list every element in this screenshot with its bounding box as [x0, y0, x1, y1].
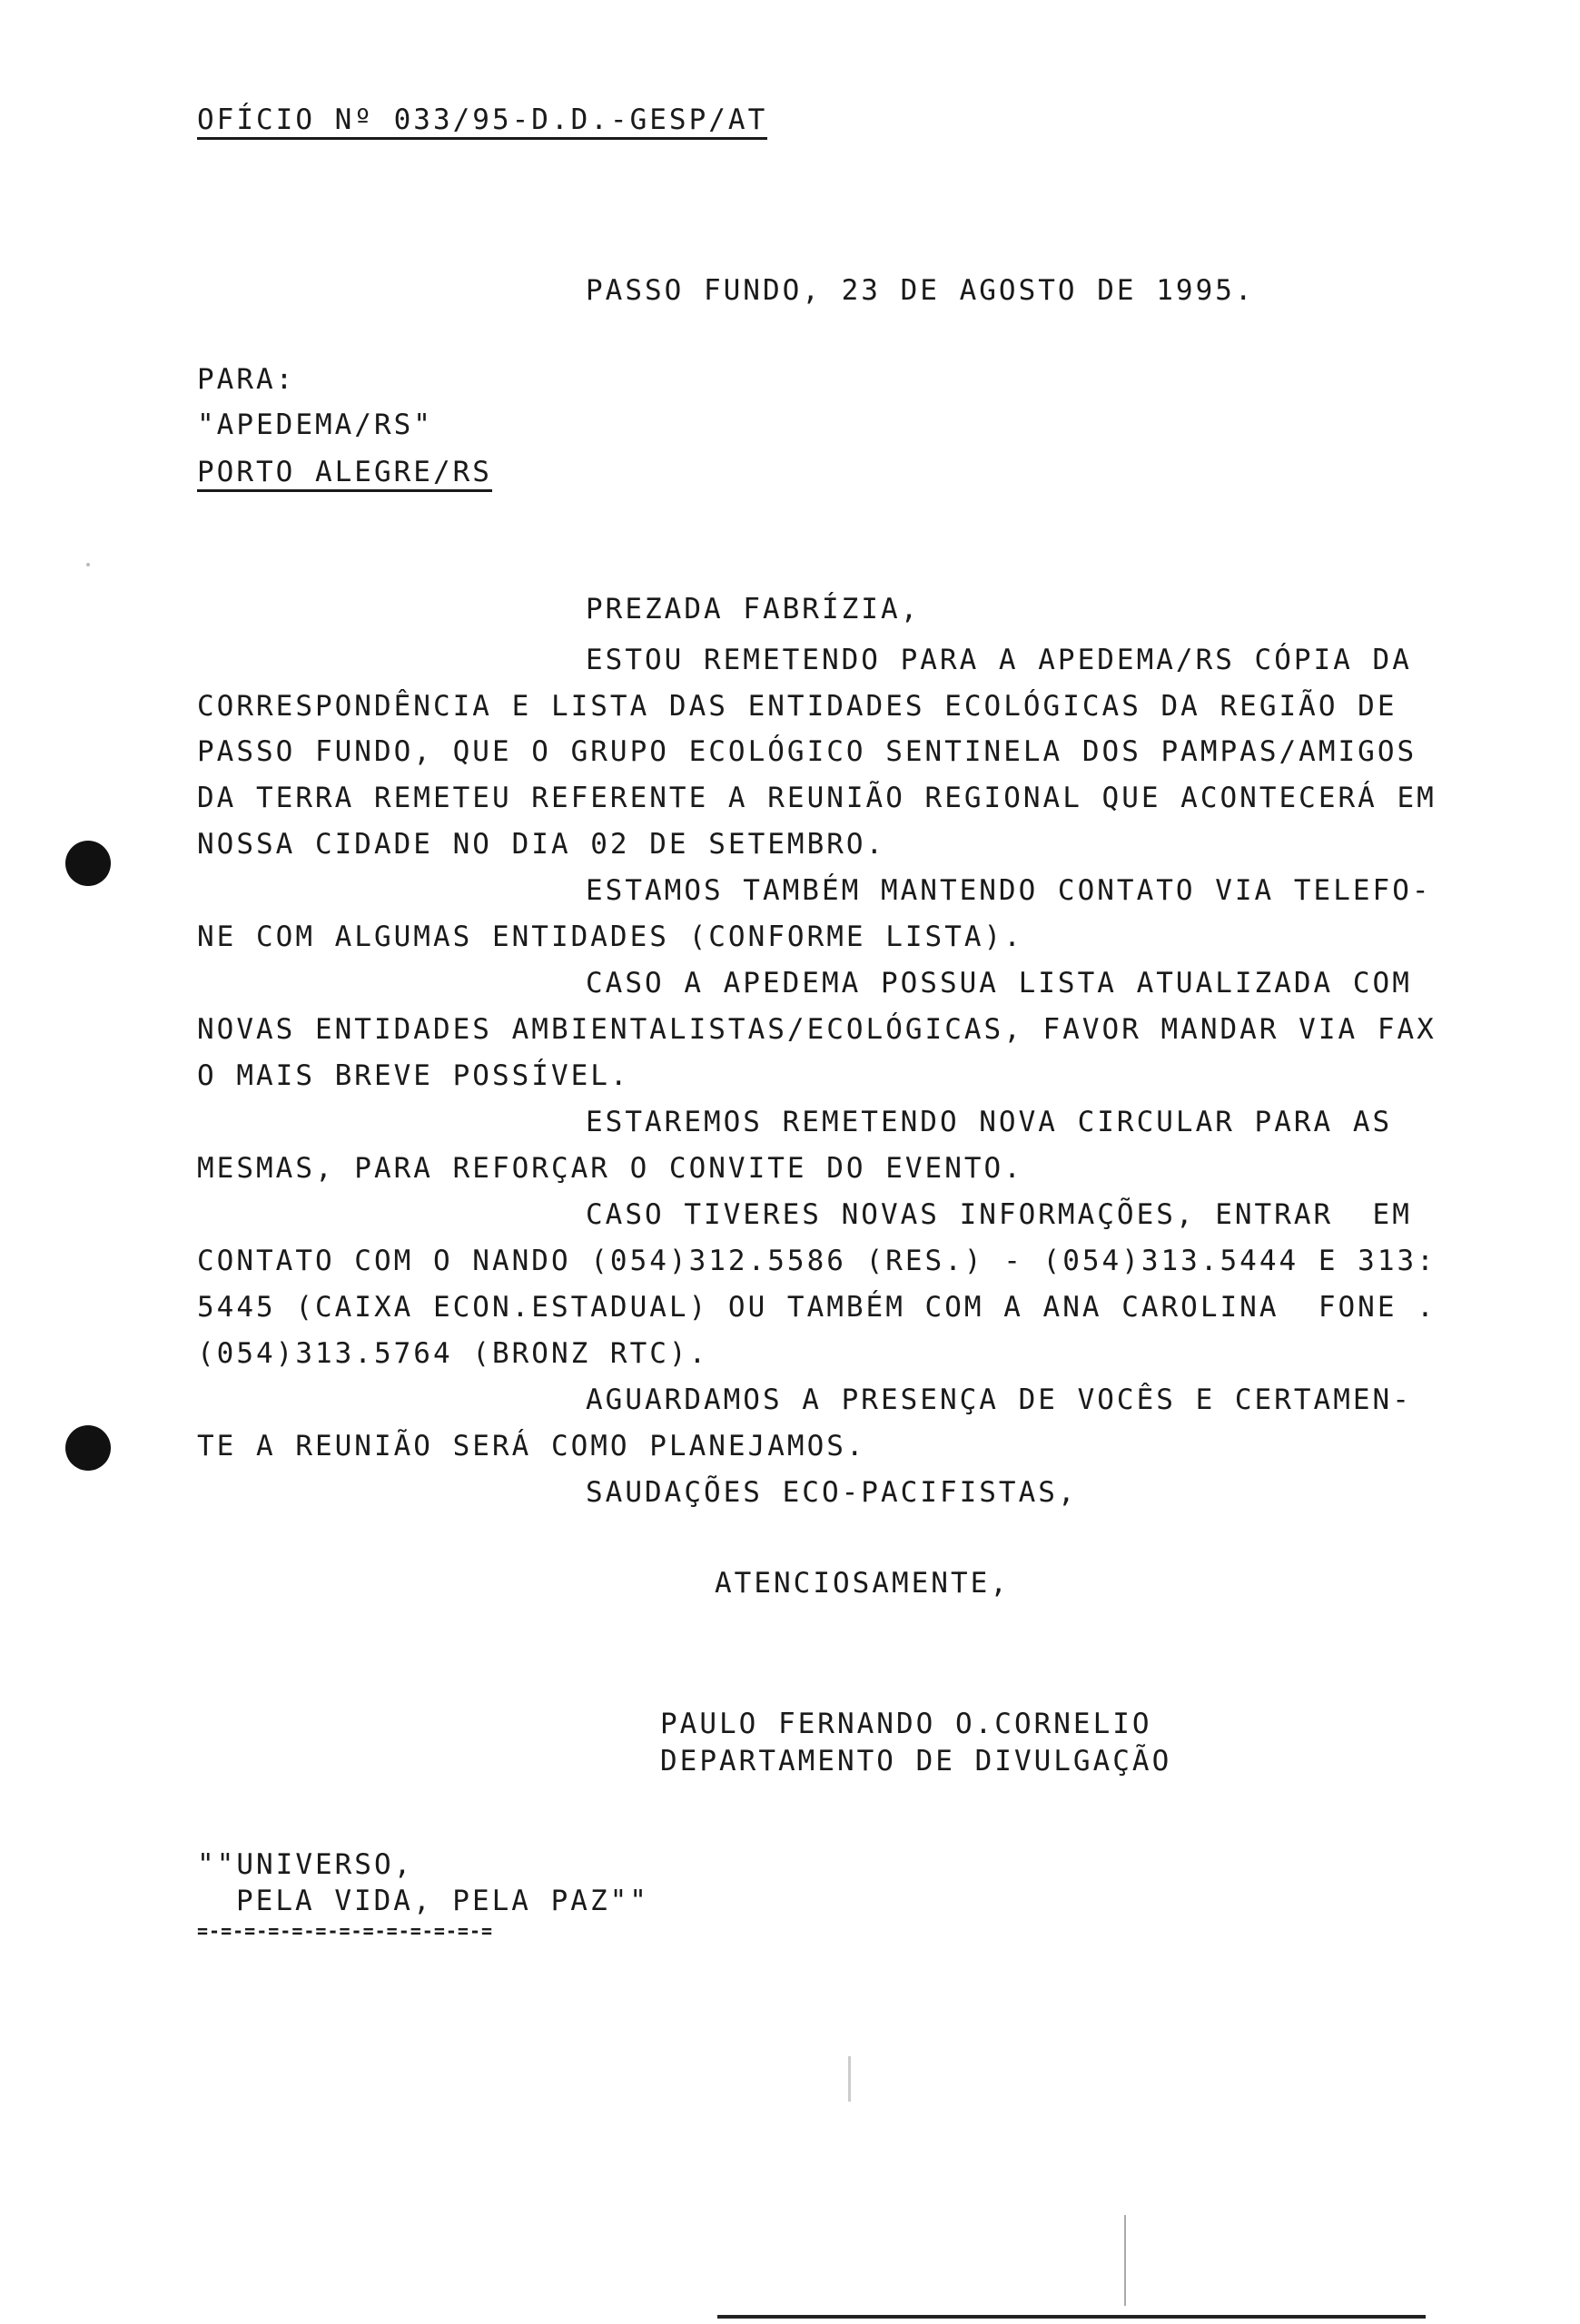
body-line: TE A REUNIÃO SERÁ COMO PLANEJAMOS.: [197, 1430, 866, 1462]
motto-line-2: PELA VIDA, PELA PAZ"": [236, 1885, 649, 1917]
body-line: (054)313.5764 (BRONZ RTC).: [197, 1337, 709, 1370]
signer-department: DEPARTAMENTO DE DIVULGAÇÃO: [660, 1745, 1172, 1777]
motto-line-1: ""UNIVERSO,: [197, 1848, 414, 1881]
body-line: 5445 (CAIXA ECON.ESTADUAL) OU TAMBÉM COM A ANA CAROLINA FONE .: [197, 1291, 1437, 1324]
body-line: CASO TIVERES NOVAS INFORMAÇÕES, ENTRAR EM: [586, 1198, 1412, 1231]
addressee-organization: "APEDEMA/RS": [197, 409, 433, 441]
body-line: NOVAS ENTIDADES AMBIENTALISTAS/ECOLÓGICAS, FAVOR MANDAR VIA FAX: [197, 1013, 1437, 1046]
body-line: SAUDAÇÕES ECO-PACIFISTAS,: [586, 1476, 1078, 1509]
body-line: NE COM ALGUMAS ENTIDADES (CONFORME LISTA).: [197, 921, 1023, 953]
motto-rule: =-=-=-=-=-=-=-=-=-=-=-=-=: [197, 1920, 494, 1942]
greeting: PREZADA FABRÍZIA,: [586, 593, 921, 625]
body-line: O MAIS BREVE POSSÍVEL.: [197, 1059, 630, 1092]
body-line: DA TERRA REMETEU REFERENTE A REUNIÃO REGIONAL QUE ACONTECERÁ EM: [197, 782, 1437, 814]
body-line: ESTAMOS TAMBÉM MANTENDO CONTATO VIA TELEFO-: [586, 874, 1432, 907]
body-line: NOSSA CIDADE NO DIA 02 DE SETEMBRO.: [197, 828, 886, 861]
signer-name: PAULO FERNANDO O.CORNELIO: [660, 1708, 1152, 1740]
scan-speck: [848, 2056, 851, 2102]
punch-hole-top: [65, 841, 111, 886]
body-line: CONTATO COM O NANDO (054)312.5586 (RES.) - (054)313.5444 E 313:: [197, 1245, 1437, 1277]
body-line: ESTOU REMETENDO PARA A APEDEMA/RS CÓPIA DA: [586, 644, 1412, 676]
document-reference: OFÍCIO Nº 033/95-D.D.-GESP/AT: [197, 106, 767, 140]
scan-speck: [86, 563, 90, 566]
body-line: CORRESPONDÊNCIA E LISTA DAS ENTIDADES ECOLÓGICAS DA REGIÃO DE: [197, 690, 1397, 723]
complimentary-close: ATENCIOSAMENTE,: [715, 1567, 1010, 1600]
body-line: CASO A APEDEMA POSSUA LISTA ATUALIZADA COM: [586, 967, 1412, 1000]
addressee-city: PORTO ALEGRE/RS: [197, 458, 492, 492]
body-line: AGUARDAMOS A PRESENÇA DE VOCÊS E CERTAMEN-: [586, 1384, 1412, 1416]
punch-hole-bottom: [65, 1425, 111, 1471]
body-line: MESMAS, PARA REFORÇAR O CONVITE DO EVENTO.: [197, 1152, 1023, 1185]
body-line: ESTAREMOS REMETENDO NOVA CIRCULAR PARA AS: [586, 1106, 1393, 1138]
addressee-label: PARA:: [197, 363, 296, 396]
body-line: PASSO FUNDO, QUE O GRUPO ECOLÓGICO SENTINELA DOS PAMPAS/AMIGOS: [197, 735, 1417, 768]
date-line: PASSO FUNDO, 23 DE AGOSTO DE 1995.: [586, 274, 1255, 307]
bottom-edge-rule: [717, 2315, 1426, 2319]
scan-speck: [1124, 2215, 1126, 2306]
